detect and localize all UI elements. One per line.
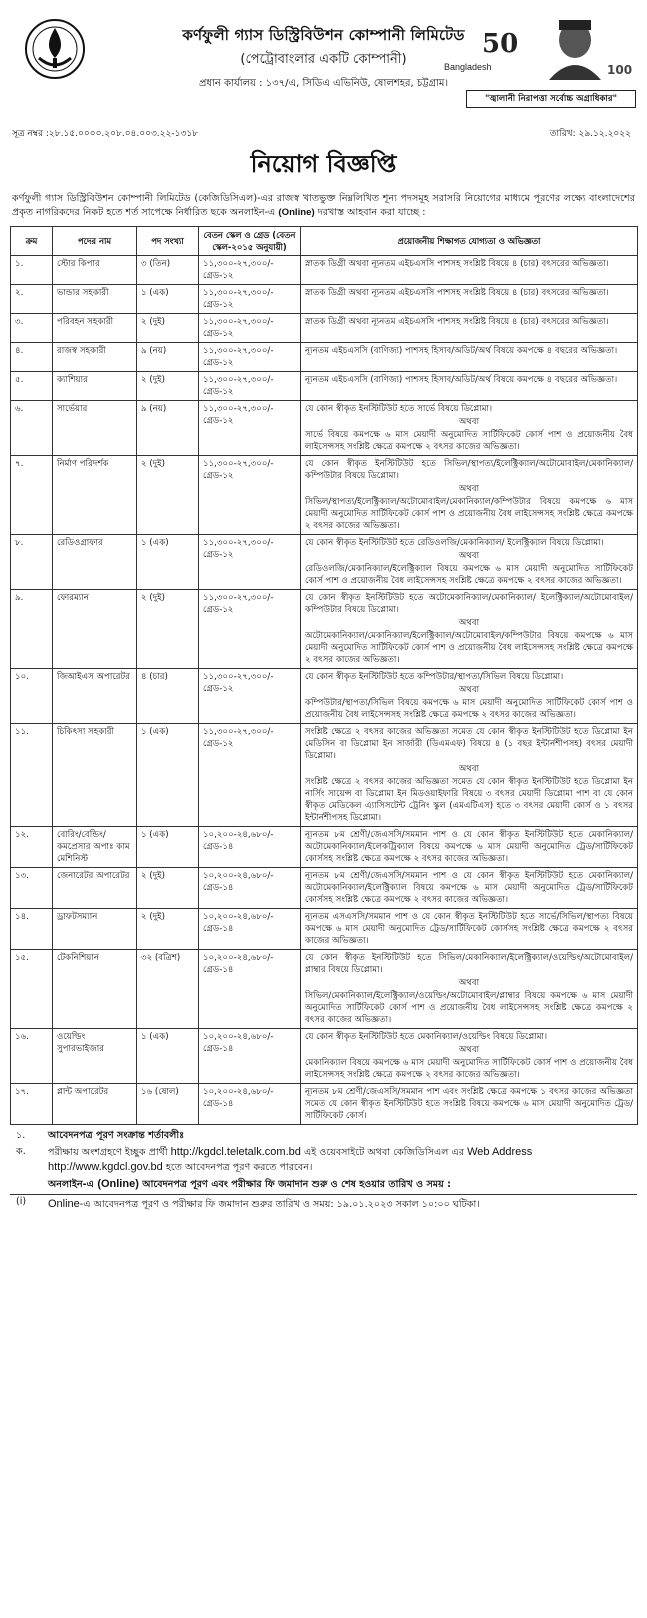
pay-scale-range: ১১,৩০০-২৭,৩০০/- (203, 317, 274, 327)
qualification-text: ন্যূনতম এইচএসসি (বাণিজ্য) পাশসহ হিসাব/অডিট/অর্থ বিষয়ে কমপক্ষে ৪ বছরের অভিজ্ঞতা। (305, 375, 618, 385)
table-row (11, 535, 638, 590)
row-serial: ৫. (11, 372, 53, 401)
qualification-text: যে কোন স্বীকৃত ইনস্টিটিউট হতে মেকানিক্যাল/ওয়েল্ডিং বিষয়ে ডিপ্লোমা। (305, 1032, 548, 1042)
online-heading-online: (Online) (97, 1178, 139, 1190)
pay-scale-range: ১১,৩০০-২৭,৩০০/- (203, 259, 274, 269)
pay-grade: গ্রেড-১৪ (203, 965, 234, 975)
pay-scale-range: ১০,২০০-২৪,৬৮০/- (203, 953, 274, 963)
row-post-count: ১ (এক) (137, 724, 199, 827)
subsidiary-line: (পেট্রোবাংলার একটি কোম্পানী) (240, 52, 407, 67)
qualification-text: সংশ্লিষ্ট ক্ষেত্রে ২ বৎসর কাজের অভিজ্ঞতা সমেত যে কোন স্বীকৃত ইনস্টিটিউট হতে ডিপ্লোমা ইন মেডিসিন বা ডিপ্লোমা ইন সার্জারী (ডিএমএফ) বিষয়ে ৪ (১ বছর ইন্টার্নশীপসহ) বৎসর মেয়াদী ডিপ্লোমা। (305, 727, 633, 761)
pay-grade: গ্রেড-১৪ (203, 1099, 234, 1109)
or-divider: অথবা (458, 417, 480, 427)
row-post-name: পরিবহন সহকারী (53, 314, 137, 343)
badge-text: Bangladesh (444, 62, 492, 72)
qualification-text: স্নাতক ডিগ্রী অথবা ন্যূনতম এইচএসসি পাশসহ সংশ্লিষ্ট বিষয়ে ৪ (চার) বৎসরের অভিজ্ঞতা। (305, 288, 609, 298)
qualification-text: ন্যূনতম ৮ম শ্রেণী/জেএসসি/সমমান পাশ এবং সংশ্লিষ্ট ক্ষেত্রে কমপক্ষে ১ বৎসর কাজের অভিজ্ঞতা সমেত যে কোন স্বীকৃত ইনস্টিটিউট হতে সংশ্লিষ্ট বিষয়ে কমপক্ষে ৬ মাস মেয়াদী অনুমোদিত ট্রেড/সার্টিফিকেট কোর্স। (305, 1087, 633, 1121)
row-post-name: ভান্ডার সহকারী (53, 285, 137, 314)
row-qualification (301, 669, 638, 724)
pay-grade: গ্রেড-১২ (203, 684, 234, 694)
row-post-count: ২ (দুই) (137, 909, 199, 950)
row-serial: ৬. (11, 401, 53, 456)
table-header-row (11, 227, 638, 256)
table-row (11, 669, 638, 724)
row-post-name: জিআইএস অপারেটর (53, 669, 137, 724)
pay-scale-range: ১১,৩০০-২৭,৩০০/- (203, 538, 274, 548)
row-qualification (301, 285, 638, 314)
row-qualification (301, 1029, 638, 1084)
table-row (11, 590, 638, 669)
table-row (11, 868, 638, 909)
row-qualification (301, 590, 638, 669)
qualification-text: সিভিল/মেকানিক্যাল/ইলেক্ট্রিক্যাল/ওয়েল্ডিং/অটোমোবাইল/প্লাম্বার বিষয়ে কমপক্ষে ৬ মাস মেয়াদী অনুমোদিত সার্টিফিকেট কোর্স পাশ ও প্রয়োজনীয় বৈধ লাইসেন্সসহ সংশ্লিষ্ট ক্ষেত্রে কমপক্ষে ২ বৎসর কাজের অভিজ্ঞতা। (305, 991, 633, 1025)
issue-date: তারিখ: ২৯.১২.২০২২ (549, 129, 631, 139)
item-i-online: Online (48, 1198, 80, 1210)
pay-grade: গ্রেড-১৪ (203, 1044, 234, 1054)
table-row (11, 909, 638, 950)
row-serial: ৯. (11, 590, 53, 669)
row-post-count: ৪ (চার) (137, 669, 199, 724)
row-serial: ৭. (11, 456, 53, 535)
row-post-name: চিকিৎসা সহকারী (53, 724, 137, 827)
row-post-name: সার্ভেয়ার (53, 401, 137, 456)
row-post-count: ৩ (তিন) (137, 256, 199, 285)
row-serial: ১৫. (11, 950, 53, 1029)
item-ka-text-before: পরীক্ষায় অংশগ্রহণে ইচ্ছুক প্রার্থী (48, 1147, 168, 1158)
or-divider: অথবা (458, 618, 480, 628)
row-pay-scale (199, 827, 301, 868)
pay-grade: গ্রেড-১২ (203, 387, 234, 397)
or-divider: অথবা (458, 764, 480, 774)
row-serial: ২. (11, 285, 53, 314)
qualification-text: যে কোন স্বীকৃত ইনস্টিটিউট হতে অটোমেকানিক্যাল/মেকানিক্যাল/ ইলেক্ট্রিক্যাল/অটোমোবাইল/ কম্পিউটার বিষয়ে ডিপ্লোমা। (305, 593, 633, 615)
row-pay-scale (199, 669, 301, 724)
row-post-count: ৩২ (বত্রিশ) (137, 950, 199, 1029)
row-serial: ১৪. (11, 909, 53, 950)
pay-grade: গ্রেড-১২ (203, 329, 234, 339)
row-pay-scale (199, 868, 301, 909)
table-row (11, 950, 638, 1029)
or-divider: অথবা (458, 551, 480, 561)
row-pay-scale (199, 314, 301, 343)
row-post-count: ১ (এক) (137, 535, 199, 590)
pay-scale-range: ১০,২০০-২৪,৬৮০/- (203, 1087, 274, 1097)
row-post-name: প্লান্ট অপারেটর (53, 1084, 137, 1125)
qualification-text: ন্যূনতম ৮ম শ্রেণী/জেএসসি/সমমান পাশ ও যে কোন স্বীকৃত ইনস্টিটিউট হতে মেকানিক্যাল/অটোমেকানিক্যাল/ইলেক্ট্রিক্যাল বিষয়ে কমপক্ষে ৬ মাস মেয়াদী অনুমোদিত ট্রেড/সার্টিফিকেট কোর্সসহ সংশ্লিষ্ট ক্ষেত্রে কমপক্ষে ২ বৎসর কাজের অভিজ্ঞতা। (305, 871, 633, 905)
vacancy-table (10, 226, 638, 1125)
qualification-text: যে কোন স্বীকৃত ইনস্টিটিউট হতে কম্পিউটার/স্থাপত্য/সিভিল বিষয়ে ডিপ্লোমা। (305, 672, 564, 682)
row-pay-scale (199, 909, 301, 950)
qualification-text: সার্ভে বিষয়ে কমপক্ষে ৬ মাস মেয়াদী অনুমোদিত সার্টিফিকেট কোর্স পাশ ও প্রয়োজনীয় বৈধ লাইসেন্সসহ সংশ্লিষ্ট ক্ষেত্রে কমপক্ষে ২ বৎসর কাজের অভিজ্ঞতা। (305, 430, 633, 452)
row-qualification (301, 314, 638, 343)
row-pay-scale (199, 401, 301, 456)
row-qualification (301, 343, 638, 372)
pay-scale-range: ১১,৩০০-২৭,৩০০/- (203, 593, 274, 603)
row-post-name: বোরিং/বেন্ডিং/কমপ্রেসার অপাঃ কাম মেশিনিস্ট (53, 827, 137, 868)
qualification-text: কম্পিউটার/স্থাপত্য/সিভিল বিষয়ে কমপক্ষে ৬ মাস মেয়াদী অনুমোদিত সার্টিফিকেট কোর্স পাশ ও প্রয়োজনীয় বৈধ লাইসেন্সসহ সংশ্লিষ্ট ক্ষেত্রে কমপক্ষে ২ বৎসর কাজের অভিজ্ঞতা। (305, 698, 633, 720)
row-qualification (301, 401, 638, 456)
row-serial: ১৬. (11, 1029, 53, 1084)
online-heading-b: আবেদনপত্র পূরণ এবং পরীক্ষার ফি জমাদান শুরু ও শেষ হওয়ার তারিখ ও সময় : (142, 1179, 451, 1190)
row-serial: ৮. (11, 535, 53, 590)
row-post-count: ২ (দুই) (137, 314, 199, 343)
intro-online: (Online) (278, 207, 315, 218)
header-count: পদ সংখ্যা (137, 227, 199, 256)
portrait-icon (515, 14, 635, 80)
row-pay-scale (199, 590, 301, 669)
intro-text-after: দরখাস্ত আহবান করা যাচ্ছে : (317, 207, 426, 218)
table-row (11, 314, 638, 343)
qualification-text: যে কোন স্বীকৃত ইনস্টিটিউট হতে সার্ভে বিষয়ে ডিপ্লোমা। (305, 404, 493, 414)
row-post-name: নির্মাণ পরিদর্শক (53, 456, 137, 535)
qualification-text: মেকানিক্যাল বিষয়ে কমপক্ষে ৬ মাস মেয়াদী অনুমোদিত সার্টিফিকেট কোর্স পাশ ও প্রয়োজনীয় বৈধ লাইসেন্সসহ সংশ্লিষ্ট ক্ষেত্রে কমপক্ষে ২ বৎসর কাজের অভিজ্ঞতা। (305, 1058, 633, 1080)
row-post-count: ৯ (নয়) (137, 401, 199, 456)
intro-text-before: কর্ণফুলী গ্যাস ডিস্ট্রিবিউশন কোম্পানী লিমিটেড (কেজিডিসিএল)-এর রাজস্ব খাতভুক্ত নিম্নলিখিত শূন্য পদসমূহ সরাসরি নিয়োগের মাধ্যমে পূরণের লক্ষ্যে বাংলাদেশের প্রকৃত নাগরিকদের নিকট হতে শর্ত সাপেক্ষে নির্ধারিত ছকে অনলাইন-এ (12, 193, 635, 218)
mujib-centenary-portrait (515, 14, 635, 80)
row-qualification (301, 535, 638, 590)
pay-scale-range: ১০,২০০-২৪,৬৮০/- (203, 830, 274, 840)
row-pay-scale (199, 950, 301, 1029)
item-ka-text-after: হতে আবেদনপত্র পূরণ করতে পারবেন। (165, 1162, 313, 1173)
row-serial: ১. (11, 256, 53, 285)
table-row (11, 724, 638, 827)
company-name: কর্ণফুলী গ্যাস ডিস্ট্রিবিউশন কোম্পানী লিমিটেড (182, 26, 465, 44)
row-serial: ১১. (11, 724, 53, 827)
row-qualification (301, 868, 638, 909)
row-qualification (301, 827, 638, 868)
pay-grade: গ্রেড-১২ (203, 605, 234, 615)
pay-scale-range: ১১,৩০০-২৭,৩০০/- (203, 727, 274, 737)
item-i-marker: (i) (16, 1196, 27, 1207)
row-qualification (301, 1084, 638, 1125)
table-row (11, 401, 638, 456)
row-post-name: ক্যাশিয়ার (53, 372, 137, 401)
pay-grade: গ্রেড-১২ (203, 271, 234, 281)
pay-scale-range: ১১,৩০০-২৭,৩০০/- (203, 288, 274, 298)
table-row (11, 1029, 638, 1084)
row-post-name: ফোরম্যান (53, 590, 137, 669)
row-serial: ৪. (11, 343, 53, 372)
row-post-count: ১ (এক) (137, 285, 199, 314)
page-title: নিয়োগ বিজ্ঞপ্তি (250, 150, 397, 178)
row-post-count: ২ (দুই) (137, 372, 199, 401)
pay-grade: গ্রেড-১২ (203, 471, 234, 481)
bangladesh-50-emblem-icon (442, 18, 519, 76)
row-pay-scale (199, 343, 301, 372)
row-post-count: ১ (এক) (137, 1029, 199, 1084)
row-post-count: ২ (দুই) (137, 456, 199, 535)
header-qualification: প্রয়োজনীয় শিক্ষাগত যোগ্যতা ও অভিজ্ঞতা (301, 227, 638, 256)
row-qualification (301, 372, 638, 401)
item-i-text: -এ আবেদনপত্র পূরণ ও পরীক্ষার ফি জমাদান শুরুর তারিখ ও সময়: ১৯.০১.২০২৩ সকাল ১০:০০ ঘটিকা। (79, 1199, 480, 1210)
row-post-name: রেডিওগ্রাফার (53, 535, 137, 590)
row-pay-scale (199, 456, 301, 535)
reference-number: সূত্র নম্বর :২৮.১৫.০০০০.২০৮.০৪.০০৩.২২-১৩১৮ (12, 129, 198, 139)
qualification-text: ন্যূনতম এইচএসসি (বাণিজ্য) পাশসহ হিসাব/অডিট/অর্থ বিষয়ে কমপক্ষে ৪ বছরের অভিজ্ঞতা। (305, 346, 618, 356)
qualification-text: রেডিওলজি/মেকানিক্যাল/ইলেক্ট্রিক্যাল বিষয়ে কমপক্ষে ৬ মাস মেয়াদী অনুমোদিত সার্টিফিকেট কোর্স পাশ ও প্রয়োজনীয় বৈধ লাইসেন্সসহ সংশ্লিষ্ট ক্ষেত্রে কমপক্ষে ২ বৎসর কাজের অভিজ্ঞতা। (305, 564, 633, 586)
qualification-text: অটোমেকানিক্যাল/মেকানিক্যাল/ইলেক্ট্রিক্যাল/অটোমোবাইল/কম্পিউটার বিষয়ে কমপক্ষে ৬ মাস মেয়াদী অনুমোদিত সার্টিফিকেট কোর্স পাশ ও প্রয়োজনীয় বৈধ লাইসেন্সসহ সংশ্লিষ্ট ক্ষেত্রে কমপক্ষে ২ বৎসর কাজের অভিজ্ঞতা। (305, 631, 633, 665)
row-serial: ৩. (11, 314, 53, 343)
row-post-name: রাজস্ব সহকারী (53, 343, 137, 372)
row-pay-scale (199, 285, 301, 314)
row-pay-scale (199, 535, 301, 590)
online-heading-a: অনলাইন-এ (48, 1179, 94, 1190)
pay-scale-range: ১১,৩০০-২৭,৩০০/- (203, 404, 274, 414)
intro-paragraph (12, 192, 635, 220)
item-ka-marker: ক. (16, 1146, 26, 1157)
header-scale: বেতন স্কেল ও গ্রেড (বেতন স্কেল-২০১৫ অনুযায়ী) (199, 227, 301, 256)
row-serial: ১২. (11, 827, 53, 868)
item-ka-text-mid: এই ওয়েবসাইটে অথবা কেজিডিসিএল এর (303, 1147, 465, 1158)
row-post-count: ১ (এক) (137, 827, 199, 868)
terms-heading-row (10, 1129, 637, 1143)
row-serial: ১৭. (11, 1084, 53, 1125)
online-schedule-heading (10, 1177, 637, 1192)
badge-number: 50 (482, 29, 519, 59)
teletalk-link[interactable]: http://kgdcl.teletalk.com.bd (170, 1146, 301, 1158)
header-serial: ক্রম (11, 227, 53, 256)
kgdcl-website-link[interactable]: http://www.kgdcl.gov.bd (48, 1161, 163, 1173)
or-divider: অথবা (458, 484, 480, 494)
terms-item-i (10, 1194, 637, 1212)
row-qualification (301, 950, 638, 1029)
row-post-name: জেনারেটর অপারেটর (53, 868, 137, 909)
qualification-text: ন্যূনতম এসএসসি/সমমান পাশ ও যে কোন স্বীকৃত ইনস্টিটিউট হতে সার্ভে/সিভিল/স্থাপত্য বিষয়ে কমপক্ষে ৬ মাস মেয়াদী অনুমোদিত ট্রেড/সার্টিফিকেট কোর্সসহ সংশ্লিষ্ট ক্ষেত্রে কমপক্ষে ২ বৎসর কাজের অভিজ্ঞতা। (305, 912, 633, 946)
row-pay-scale (199, 372, 301, 401)
centenary-number: 100 (607, 63, 633, 77)
qualification-text: যে কোন স্বীকৃত ইনস্টিটিউট হতে সিভিল/স্থাপত্য/ইলেক্ট্রিক্যাল/অটোমোবাইল/মেকানিক্যাল/কম্পিউটার বিষয়ে ডিপ্লোমা। (305, 459, 633, 481)
table-body (11, 256, 638, 1125)
row-qualification (301, 724, 638, 827)
row-post-count: ১৬ (ষোল) (137, 1084, 199, 1125)
pay-scale-range: ১১,৩০০-২৭,৩০০/- (203, 375, 274, 385)
row-qualification (301, 456, 638, 535)
reference-line (10, 124, 637, 140)
row-post-name: টেকনিশিয়ান (53, 950, 137, 1029)
pay-grade: গ্রেড-১২ (203, 550, 234, 560)
row-serial: ১৩. (11, 868, 53, 909)
letterhead (10, 10, 637, 120)
or-divider: অথবা (458, 978, 480, 988)
row-pay-scale (199, 1029, 301, 1084)
row-post-count: ২ (দুই) (137, 590, 199, 669)
table-row (11, 1084, 638, 1125)
pay-scale-range: ১০,২০০-২৪,৬৮০/- (203, 912, 274, 922)
row-post-name: স্টোর কিপার (53, 256, 137, 285)
row-pay-scale (199, 724, 301, 827)
qualification-text: যে কোন স্বীকৃত ইনস্টিটিউট হতে রেডিওলজি/মেকানিক্যাল/ ইলেক্ট্রিক্যাল বিষয়ে ডিপ্লোমা। (305, 538, 604, 548)
row-qualification (301, 256, 638, 285)
web-address-label: Web Address (467, 1146, 533, 1158)
terms-item-ka (10, 1145, 637, 1175)
header-post: পদের নাম (53, 227, 137, 256)
table-row (11, 456, 638, 535)
qualification-text: স্নাতক ডিগ্রী অথবা ন্যূনতম এইচএসসি পাশসহ সংশ্লিষ্ট বিষয়ে ৪ (চার) বৎসরের অভিজ্ঞতা। (305, 259, 609, 269)
row-serial: ১০. (11, 669, 53, 724)
terms-number: ১. (16, 1130, 26, 1141)
table-row (11, 285, 638, 314)
table-row (11, 372, 638, 401)
qualification-text: যে কোন স্বীকৃত ইনস্টিটিউট হতে সিভিল/মেকানিক্যাল/ইলেক্ট্রিক্যাল/ওয়েল্ডিং/অটোমোবাইল/ প্লাম্বার বিষয়ে ডিপ্লোমা। (305, 953, 633, 975)
pay-grade: গ্রেড-১৪ (203, 883, 234, 893)
head-office-address: প্রধান কার্যালয় : ১৩৭/এ, সিডিএ এভিনিউ, ষোলশহর, চট্টগ্রাম। (198, 78, 449, 89)
or-divider: অথবা (458, 685, 480, 695)
or-divider: অথবা (458, 1045, 480, 1055)
row-post-name: ওয়েল্ডিং সুপারভাইজার (53, 1029, 137, 1084)
terms-heading: আবেদনপত্র পূরণ সংক্রান্ত শর্তাবলীঃ (48, 1130, 185, 1141)
qualification-text: ন্যূনতম ৮ম শ্রেণী/জেএসসি/সমমান পাশ ও যে কোন স্বীকৃত ইনস্টিটিউট হতে মেকানিক্যাল/অটোমেকানিক্যাল/ইলেকট্রিক্যাল বিষয়ে কমপক্ষে ৬ মাস মেয়াদী অনুমোদিত ট্রেড/সার্টিফিকেট কোর্সসহ সংশ্লিষ্ট ক্ষেত্রে কমপক্ষে ২ বৎসর কাজের অভিজ্ঞতা। (305, 830, 633, 864)
row-qualification (301, 909, 638, 950)
terms-section (10, 1129, 637, 1212)
row-post-name: ড্রাফটসম্যান (53, 909, 137, 950)
pay-grade: গ্রেড-১২ (203, 416, 234, 426)
pay-scale-range: ১১,৩০০-২৭,৩০০/- (203, 346, 274, 356)
table-row (11, 256, 638, 285)
row-post-count: ৯ (নয়) (137, 343, 199, 372)
pay-scale-range: ১০,২০০-২৪,৬৮০/- (203, 1032, 274, 1042)
slogan-box: "জ্বালানী নিরাপত্তা সর্বোচ্চ অগ্রাধিকার" (466, 90, 636, 108)
row-pay-scale (199, 1084, 301, 1125)
pay-grade: গ্রেড-১২ (203, 300, 234, 310)
bangladesh-50-badge (442, 18, 519, 76)
pay-scale-range: ১১,৩০০-২৭,৩০০/- (203, 459, 274, 469)
pay-grade: গ্রেড-১২ (203, 358, 234, 368)
qualification-text: সংশ্লিষ্ট ক্ষেত্রে ২ বৎসর কাজের অভিজ্ঞতা সমেত যে কোন স্বীকৃত ইনস্টিটিউট হতে ডিপ্লোমা ইন নার্সিং সায়েন্স বা ডিপ্লোমা ইন মিডওয়াইফারি বিষয়ে ৩ বৎসর মেয়াদী ডিপ্লোমা পাশ বা যে কোন স্বীকৃত মেডিকেল এ্যাসিসটেন্ট ট্রেনিং স্কুল (এমএটিএস) হতে ৩ বৎসর মেয়াদী কোর্স ও ১ বৎসর ইন্টার্নশীপসহ ডিপ্লোমা। (305, 777, 633, 823)
table-row (11, 827, 638, 868)
pay-scale-range: ১১,৩০০-২৭,৩০০/- (203, 672, 274, 682)
qualification-text: সিভিল/স্থাপত্য/ইলেক্ট্রিক্যাল/অটোমোবাইল/মেকানিক্যাল/কম্পিউটার বিষয়ে কমপক্ষে ৬ মাস মেয়াদী অনুমোদিত সার্টিফিকেট কোর্স পাশ ও প্রয়োজনীয় বৈধ লাইসেন্সসহ সংশ্লিষ্ট ক্ষেত্রে কমপক্ষে ২ বৎসর কাজের অভিজ্ঞতা। (305, 497, 633, 531)
pay-grade: গ্রেড-১৪ (203, 842, 234, 852)
row-post-count: ২ (দুই) (137, 868, 199, 909)
pay-grade: গ্রেড-১৪ (203, 924, 234, 934)
pay-grade: গ্রেড-১২ (203, 739, 234, 749)
pay-scale-range: ১০,২০০-২৪,৬৮০/- (203, 871, 274, 881)
qualification-text: স্নাতক ডিগ্রী অথবা ন্যূনতম এইচএসসি পাশসহ সংশ্লিষ্ট বিষয়ে ৪ (চার) বৎসরের অভিজ্ঞতা। (305, 317, 609, 327)
row-pay-scale (199, 256, 301, 285)
table-row (11, 343, 638, 372)
